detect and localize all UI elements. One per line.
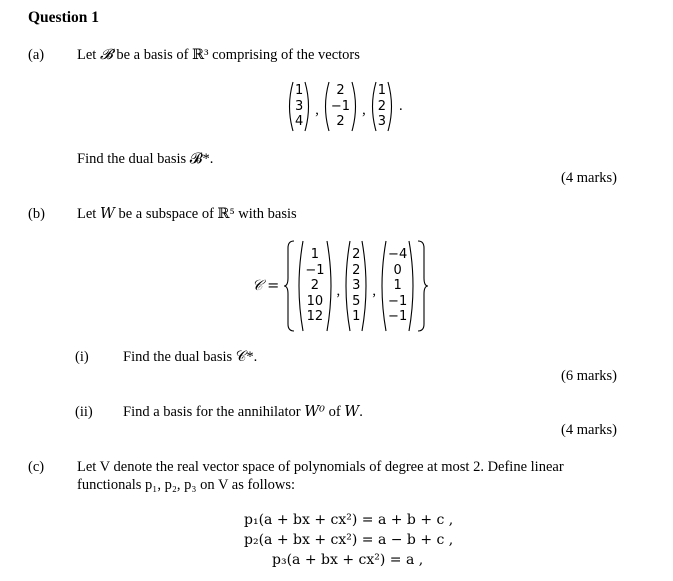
equation-p1: p₁(a + bx + cx²) = a + b + c , <box>244 512 454 528</box>
part-a-task: Find the dual basis 𝓑*. <box>77 151 214 167</box>
part-b-i-marks: (6 marks) <box>561 368 617 384</box>
part-b-ii-text: Find a basis for the annihilator W⁰ of W. <box>123 404 363 420</box>
part-a-label: (a) <box>28 47 45 63</box>
vector-b1: 1 −1 2 10 12 <box>295 240 334 332</box>
vector-a2: 2 −1 2 <box>321 81 360 132</box>
equation-p3: p₃(a + bx + cx²) = a , <box>272 552 424 568</box>
vector-a1: 1 3 4 <box>285 81 313 132</box>
part-b-label: (b) <box>28 206 45 222</box>
question-title: Question 1 <box>28 9 100 26</box>
part-b-statement: Let W be a subspace of ℝ⁵ with basis <box>77 206 297 222</box>
part-c-label: (c) <box>28 459 45 475</box>
part-b-ii-marks: (4 marks) <box>561 422 617 438</box>
vector-b3: −4 0 1 −1 −1 <box>378 240 417 332</box>
part-c-line2: functionals p₁, p₂, p₃ on V as follows: <box>77 477 296 493</box>
set-symbol: 𝒞 = <box>252 278 280 294</box>
part-b-i-text: Find the dual basis 𝒞*. <box>123 349 258 365</box>
part-a-statement: Let 𝓑 be a basis of ℝ³ comprising of the vectors <box>77 47 360 63</box>
part-a-marks: (4 marks) <box>561 170 617 186</box>
part-b-basis: 𝒞 = 1 −1 2 10 12 , 2 2 3 5 1 , −4 0 1 −1 −1 <box>252 240 429 332</box>
vector-b2: 2 2 3 5 1 <box>342 240 370 332</box>
part-b-ii-label: (ii) <box>75 404 93 420</box>
part-a-vectors: 1 3 4 , 2 −1 2 , 1 2 3 . <box>285 81 403 132</box>
part-c-line1: Let V denote the real vector space of polynomials of degree at most 2. Define linear <box>77 459 564 475</box>
equation-p2: p₂(a + bx + cx²) = a − b + c , <box>244 532 454 548</box>
part-c-equations <box>244 510 453 570</box>
vector-a3: 1 2 3 <box>368 81 396 132</box>
part-b-i-label: (i) <box>75 349 89 365</box>
